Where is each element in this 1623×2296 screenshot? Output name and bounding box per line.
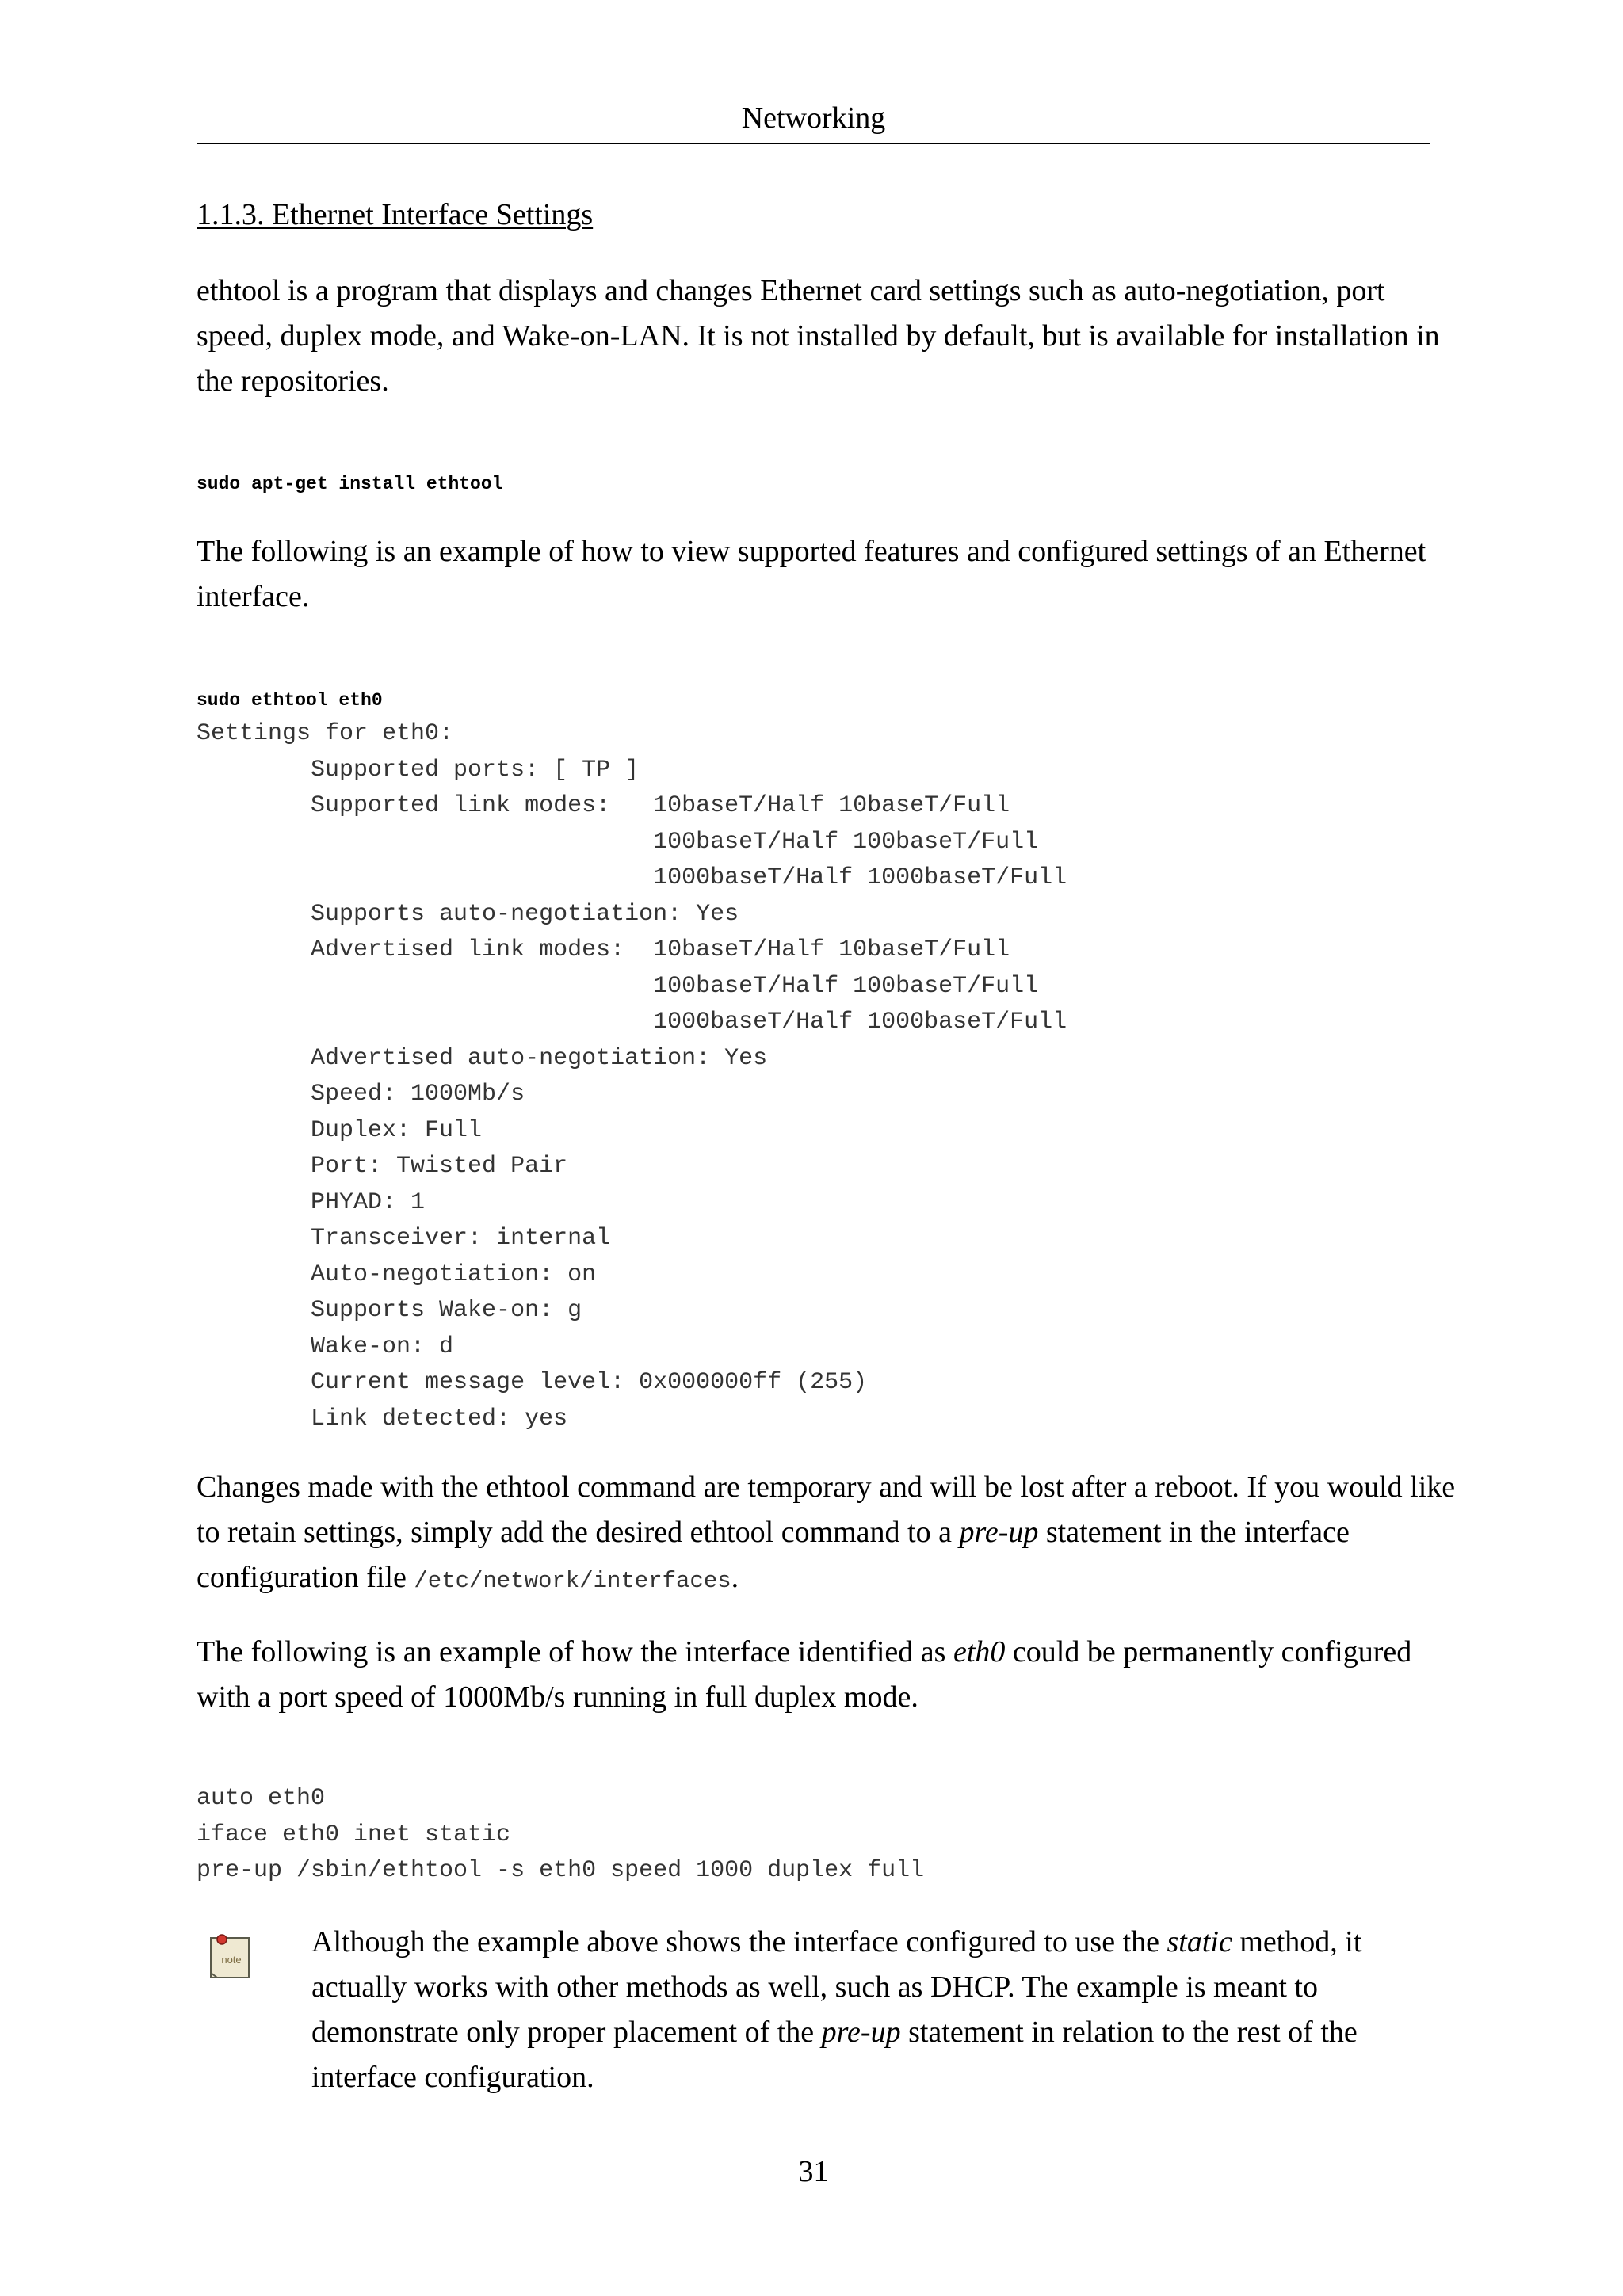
page-header: Networking [741, 101, 886, 135]
code-line: Settings for eth0: [197, 720, 454, 747]
view-intro-paragraph: The following is an example of how to view supported features and configured settings of an Ethernet interface. [197, 535, 1426, 613]
code-line: Auto-negotiation: on [197, 1261, 597, 1288]
example-text-2: could be permanently configured with a port speed of 1000Mb/s running in full duplex mode. [197, 1635, 1412, 1714]
interfaces-file-path: /etc/network/interfaces [414, 1568, 731, 1594]
changes-text-3: . [731, 1561, 739, 1594]
page-number: 31 [798, 2155, 829, 2188]
changes-text-2: statement in the interface configuration file [197, 1516, 1350, 1594]
code-line: Supported link modes: 10baseT/Half 10baseT/Full [197, 792, 1010, 819]
code-line: Port: Twisted Pair [197, 1153, 568, 1180]
intro-paragraph: ethtool is a program that displays and changes Ethernet card settings such as auto-negotiation, port speed, duplex mode, and Wake-on-LAN. It is not installed by default, but is available for installation in the repositories. [197, 274, 1440, 398]
code-line: Link detected: yes [197, 1405, 568, 1432]
code-line: iface eth0 inet static [197, 1821, 511, 1848]
code-line: Supported ports: [ TP ] [197, 756, 640, 784]
code-line: pre-up /sbin/ethtool -s eth0 speed 1000 duplex full [197, 1857, 925, 1884]
code-line: PHYAD: 1 [197, 1188, 426, 1216]
config-example [197, 1781, 924, 1890]
changes-text-1: Changes made with the ethtool command are temporary and will be lost after a reboot. If you would like to retain settings, simply add the desired ethtool command to a [197, 1470, 1456, 1549]
note-text [311, 1920, 1373, 2100]
note-text-1: Although the example above shows the interface configured to use the [311, 1925, 1167, 1958]
example-text-1: The following is an example of how the interface identified as [197, 1635, 953, 1669]
code-line: Transceiver: internal [197, 1225, 611, 1252]
code-line: Wake-on: d [197, 1333, 454, 1360]
note-text-3: statement in relation to the rest of the interface configuration. [311, 2016, 1358, 2094]
note-pre-up-term: pre-up [821, 2016, 901, 2049]
note-icon-label: note [221, 1954, 242, 1966]
code-line: Supports auto-negotiation: Yes [197, 900, 739, 928]
code-line: Duplex: Full [197, 1116, 483, 1144]
code-line: Advertised link modes: 10baseT/Half 10baseT/Full [197, 936, 1010, 963]
code-line: Current message level: 0x000000ff (255) [197, 1369, 868, 1396]
install-command: sudo apt-get install ethtool [197, 474, 503, 494]
changes-paragraph [197, 1465, 1457, 1604]
code-line: 100baseT/Half 100baseT/Full [197, 972, 1039, 1000]
view-command: sudo ethtool eth0 [197, 690, 383, 711]
code-line: Supports Wake-on: g [197, 1297, 582, 1324]
header-rule [197, 143, 1430, 144]
code-line: 1000baseT/Half 1000baseT/Full [197, 1009, 1067, 1035]
code-line: 100baseT/Half 100baseT/Full [197, 828, 1039, 856]
note-icon [208, 1933, 252, 1981]
example-paragraph [197, 1630, 1457, 1720]
note-text-2: method, it actually works with other methods as well, such as DHCP. The example is meant to demonstrate only proper placement of the [311, 1925, 1362, 2049]
section-title: 1.1.3. Ethernet Interface Settings [197, 198, 594, 231]
code-line: Speed: 1000Mb/s [197, 1081, 525, 1108]
eth0-term: eth0 [953, 1635, 1006, 1669]
code-line: auto eth0 [197, 1785, 326, 1812]
code-line: Advertised auto-negotiation: Yes [197, 1044, 768, 1072]
code-line: 1000baseT/Half 1000baseT/Full [197, 864, 1067, 891]
static-term: static [1167, 1925, 1232, 1958]
pre-up-term: pre-up [959, 1516, 1039, 1549]
ethtool-output [197, 716, 1067, 1437]
